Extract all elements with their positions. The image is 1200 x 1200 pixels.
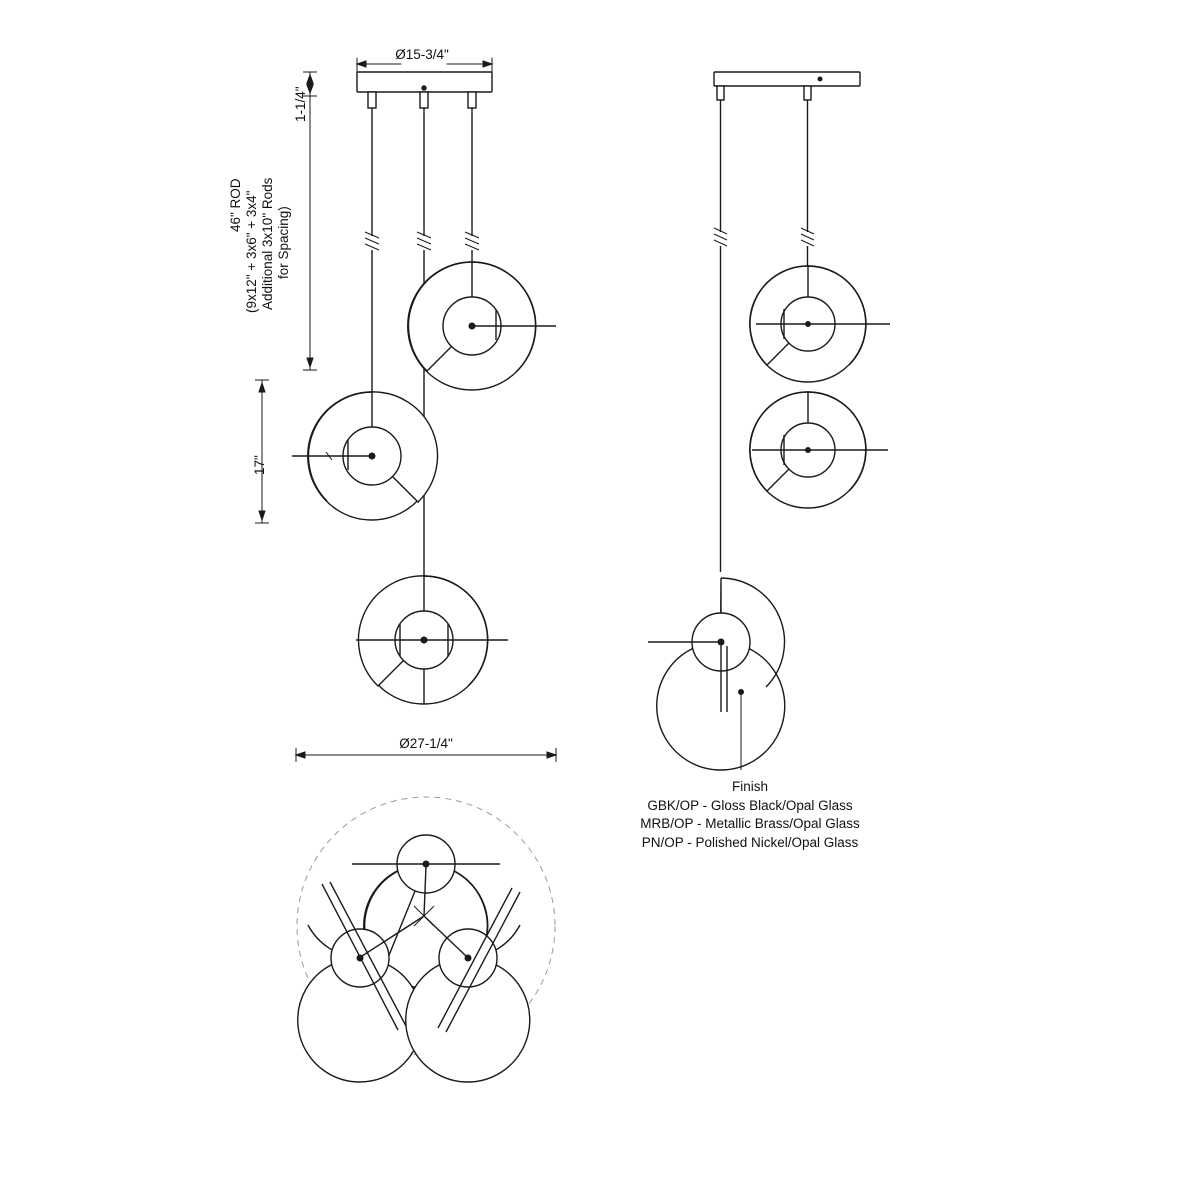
finish-option-pn: PN/OP - Polished Nickel/Opal Glass bbox=[641, 834, 859, 850]
shade-side-middle bbox=[750, 392, 888, 508]
dimension-label-rod-note-line2: (9x12" + 3x6" + 3x4" bbox=[244, 190, 259, 313]
shade-side-lower bbox=[648, 578, 785, 770]
dimension-label-canopy-height: 1-1/4" bbox=[293, 86, 308, 122]
shade-middle-left bbox=[292, 392, 438, 520]
canopy-plate bbox=[357, 72, 492, 92]
dim-shade-height bbox=[255, 380, 269, 523]
finish-option-mrb: MRB/OP - Metallic Brass/Opal Glass bbox=[640, 816, 860, 832]
dim-canopy-diameter bbox=[357, 58, 492, 72]
dim-overall-diameter bbox=[296, 748, 556, 762]
dimension-label-canopy-diameter: Ø15-3/4" bbox=[395, 47, 449, 62]
dim-rod-length bbox=[303, 72, 317, 370]
canopy-plate-side bbox=[714, 72, 860, 86]
side-elevation-view bbox=[648, 72, 890, 770]
rod-joint-left bbox=[365, 232, 379, 250]
dimension-label-rod-note-line3: Additional 3x10" Rods bbox=[260, 177, 275, 310]
rod-joint-center bbox=[417, 232, 431, 250]
finish-heading: Finish bbox=[731, 779, 768, 794]
finish-option-gbk: GBK/OP - Gloss Black/Opal Glass bbox=[647, 797, 853, 813]
shade-upper-right bbox=[408, 262, 556, 390]
pendant-rod-side-left bbox=[714, 86, 727, 572]
dimension-label-overall-diameter: Ø27-1/4" bbox=[399, 736, 453, 751]
dimension-label-rod-note-line1: 46" ROD bbox=[228, 178, 243, 232]
dimension-label-rod-note-line4: for Spacing) bbox=[276, 206, 291, 279]
rod-joint-right bbox=[465, 232, 479, 250]
front-elevation-view bbox=[292, 72, 556, 704]
shade-bottom-center bbox=[356, 576, 508, 704]
plan-view bbox=[297, 797, 555, 1082]
dimension-label-shade-height: 17" bbox=[252, 455, 267, 475]
shade-side-upper bbox=[750, 266, 890, 382]
